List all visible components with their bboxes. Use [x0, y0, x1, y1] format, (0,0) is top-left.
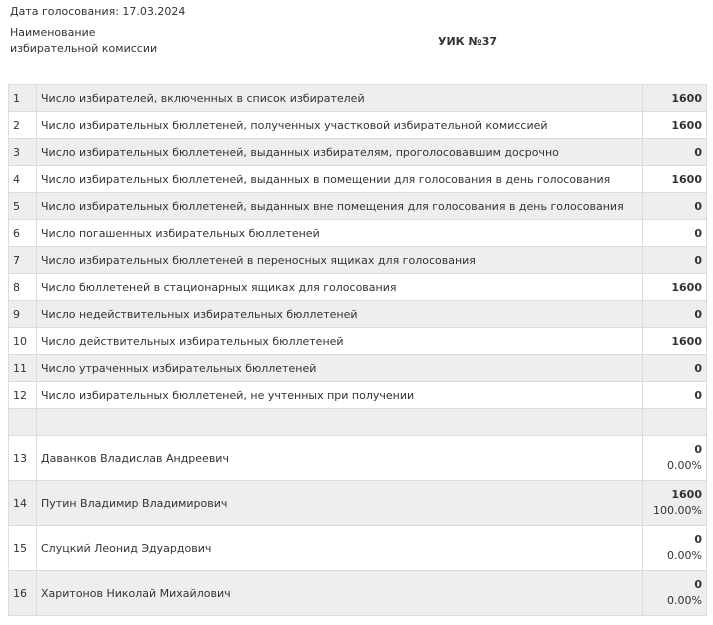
table-row: [9, 301, 707, 328]
separator-cell: [37, 409, 643, 436]
table-separator-row: [9, 409, 707, 436]
candidate-votes: 0: [694, 533, 702, 546]
candidate-percent: 0.00%: [667, 549, 702, 562]
candidate-row: [9, 526, 707, 571]
candidate-name: Харитонов Николай Михайлович: [37, 571, 643, 616]
row-label: Число избирательных бюллетеней, выданных избирателям, проголосовавшим досрочно: [37, 139, 643, 166]
row-number: 10: [9, 328, 37, 355]
row-number: 9: [9, 301, 37, 328]
candidate-name: Путин Владимир Владимирович: [37, 481, 643, 526]
row-number: 4: [9, 166, 37, 193]
table-row: [9, 139, 707, 166]
row-value: 1600: [643, 85, 707, 112]
table-row: [9, 85, 707, 112]
table-row: [9, 328, 707, 355]
row-number: 3: [9, 139, 37, 166]
candidate-row: [9, 571, 707, 616]
row-label: Число избирателей, включенных в список избирателей: [37, 85, 643, 112]
table-row: [9, 274, 707, 301]
candidate-percent: 0.00%: [667, 594, 702, 607]
row-value: 1600: [643, 274, 707, 301]
separator-cell: [9, 409, 37, 436]
row-number: 2: [9, 112, 37, 139]
row-number: 8: [9, 274, 37, 301]
voting-date: [10, 5, 185, 19]
row-label: Число избирательных бюллетеней, выданных вне помещения для голосования в день голосования: [37, 193, 643, 220]
voting-date-value: 17.03.2024: [122, 5, 186, 18]
table-row: [9, 112, 707, 139]
row-label: Число действительных избирательных бюллетеней: [37, 328, 643, 355]
candidate-result: [643, 571, 707, 616]
row-number: 11: [9, 355, 37, 382]
candidate-name: Даванков Владислав Андреевич: [37, 436, 643, 481]
candidate-row: [9, 436, 707, 481]
row-value: 0: [643, 220, 707, 247]
row-value: 1600: [643, 112, 707, 139]
table-row: [9, 247, 707, 274]
row-label: Число бюллетеней в стационарных ящиках для голосования: [37, 274, 643, 301]
candidate-votes: 0: [694, 443, 702, 456]
row-value: 1600: [643, 328, 707, 355]
table-row: [9, 382, 707, 409]
row-label: Число избирательных бюллетеней, не учтенных при получении: [37, 382, 643, 409]
commission-name: УИК №37: [438, 35, 498, 48]
candidate-percent: 0.00%: [667, 459, 702, 472]
row-number: 1: [9, 85, 37, 112]
candidate-result: [643, 526, 707, 571]
row-value: 1600: [643, 166, 707, 193]
candidate-result: [643, 481, 707, 526]
row-label: Число погашенных избирательных бюллетеней: [37, 220, 643, 247]
candidate-name: Слуцкий Леонид Эдуардович: [37, 526, 643, 571]
row-value: 0: [643, 139, 707, 166]
row-value: 0: [643, 193, 707, 220]
row-number: 6: [9, 220, 37, 247]
row-label: Число утраченных избирательных бюллетеней: [37, 355, 643, 382]
table-row: [9, 166, 707, 193]
row-number: 5: [9, 193, 37, 220]
table-row: [9, 355, 707, 382]
voting-date-label: Дата голосования:: [10, 5, 119, 18]
table-row: [9, 193, 707, 220]
row-number: 14: [9, 481, 37, 526]
table-row: [9, 220, 707, 247]
separator-cell: [643, 409, 707, 436]
candidate-votes: 1600: [671, 488, 702, 501]
row-value: 0: [643, 382, 707, 409]
commission-label: Наименование избирательной комиссии: [10, 26, 158, 55]
candidate-row: [9, 481, 707, 526]
row-label: Число избирательных бюллетеней, полученных участковой избирательной комиссией: [37, 112, 643, 139]
row-label: Число избирательных бюллетеней в переносных ящиках для голосования: [37, 247, 643, 274]
row-label: Число недействительных избирательных бюллетеней: [37, 301, 643, 328]
row-value: 0: [643, 247, 707, 274]
row-number: 16: [9, 571, 37, 616]
row-label: Число избирательных бюллетеней, выданных в помещении для голосования в день голосования: [37, 166, 643, 193]
row-value: 0: [643, 301, 707, 328]
row-number: 15: [9, 526, 37, 571]
row-value: 0: [643, 355, 707, 382]
candidate-result: [643, 436, 707, 481]
row-number: 13: [9, 436, 37, 481]
row-number: 7: [9, 247, 37, 274]
candidate-percent: 100.00%: [653, 504, 702, 517]
candidate-votes: 0: [694, 578, 702, 591]
row-number: 12: [9, 382, 37, 409]
results-table: [8, 84, 707, 616]
election-header: [10, 5, 710, 65]
